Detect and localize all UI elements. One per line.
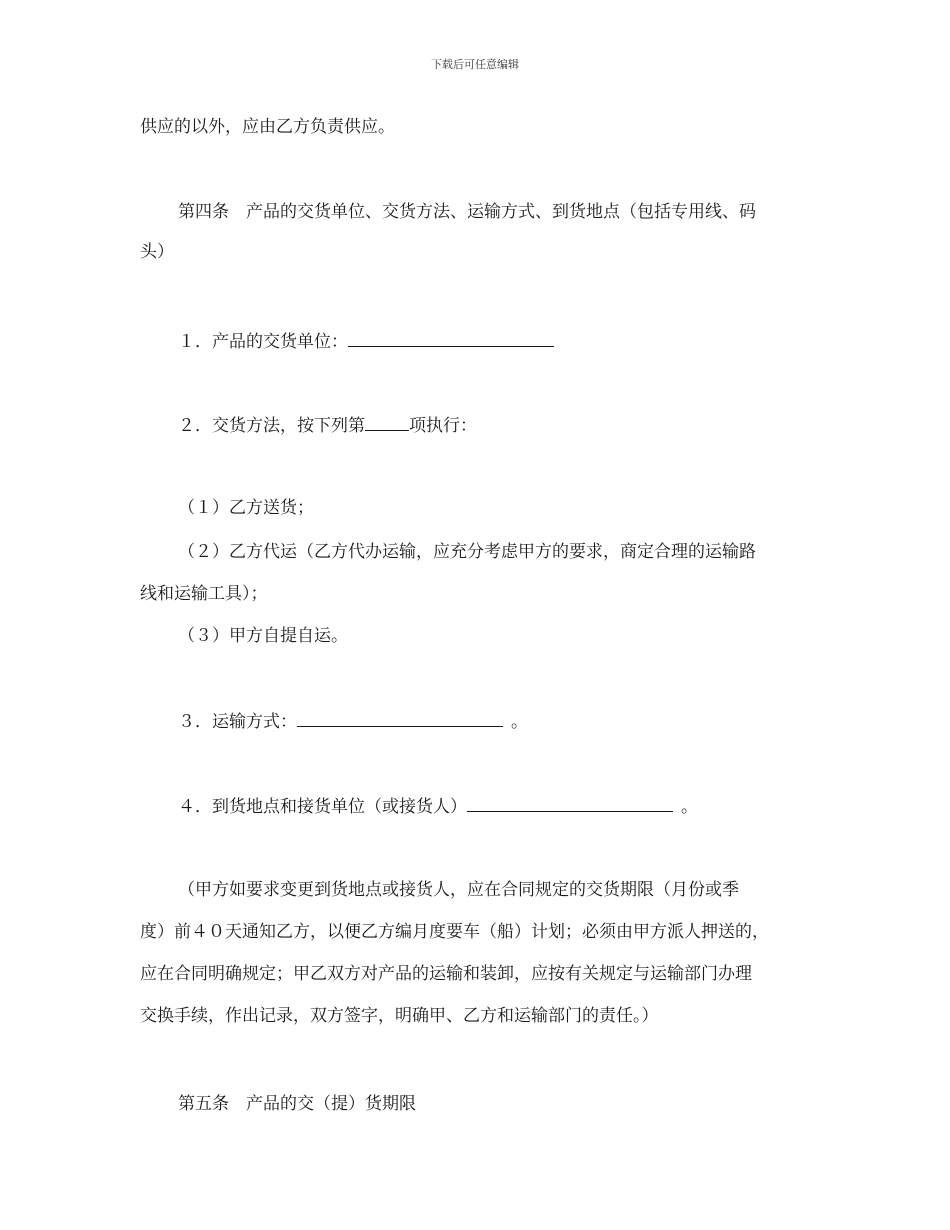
option-2: （２）乙方代运（乙方代办运输，应充分考虑甲方的要求，商定合理的运输路 xyxy=(178,542,756,562)
item-4 xyxy=(178,795,698,817)
paragraph-line: 供应的以外，应由乙方负责供应。 xyxy=(140,117,395,137)
article-4-heading-cont: 头） xyxy=(140,242,174,262)
page-header: 下载后可任意编辑 xyxy=(431,58,519,71)
item-4-label: ４．到货地点和接货单位（或接货人） xyxy=(178,797,467,817)
option-1: （１）乙方送货； xyxy=(178,498,314,518)
option-3: （３）甲方自提自运。 xyxy=(178,626,348,646)
item-1-label: １．产品的交货单位： xyxy=(178,332,348,352)
note-line: 应在合同明确规定；甲乙双方对产品的运输和装卸，应按有关规定与运输部门办理 xyxy=(140,964,752,984)
delivery-method-choice-blank[interactable] xyxy=(365,414,409,431)
item-2-label: ２．交货方法，按下列第 xyxy=(178,416,365,436)
arrival-location-blank[interactable] xyxy=(467,795,673,812)
option-2-cont: 线和运输工具）； xyxy=(140,584,268,604)
item-3-end: 。 xyxy=(511,712,528,732)
note-line: 度）前４０天通知乙方，以便乙方编月度要车（船）计划；必须由甲方派人押送的， xyxy=(140,922,769,942)
item-2-label-end: 项执行： xyxy=(409,416,477,436)
note-line: （甲方如要求变更到货地点或接货人，应在合同规定的交货期限（月份或季 xyxy=(178,880,739,900)
item-4-end: 。 xyxy=(681,797,698,817)
delivery-unit-blank[interactable] xyxy=(348,330,554,347)
item-2 xyxy=(178,414,477,436)
item-3-label: ３．运输方式： xyxy=(178,712,297,732)
item-3 xyxy=(178,710,528,732)
note-line: 交换手续，作出记录，双方签字，明确甲、乙方和运输部门的责任。） xyxy=(140,1006,659,1026)
item-1 xyxy=(178,330,554,352)
article-5-heading: 第五条 产品的交（提）货期限 xyxy=(178,1094,416,1114)
transport-mode-blank[interactable] xyxy=(297,710,503,727)
article-4-heading: 第四条 产品的交货单位、交货方法、运输方式、到货地点（包括专用线、码 xyxy=(178,202,756,222)
